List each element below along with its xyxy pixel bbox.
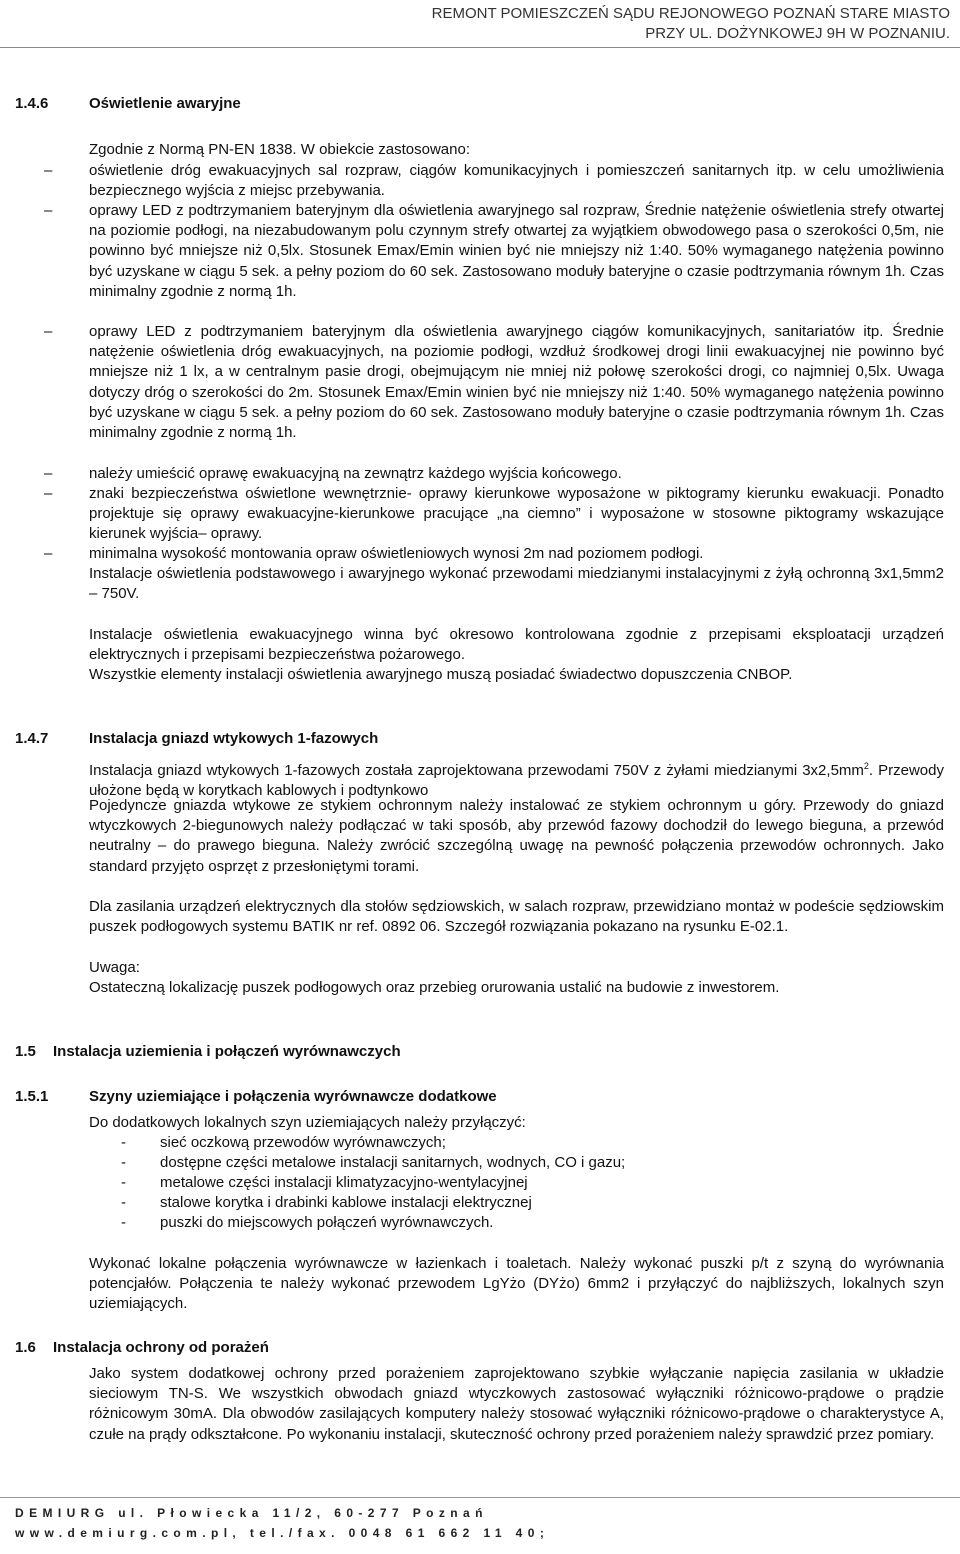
footer-divider <box>0 1497 960 1498</box>
section-number-1-5-1: 1.5.1 <box>15 1088 49 1105</box>
header-divider <box>0 47 960 48</box>
list-item-evac-routes: oświetlenie dróg ewakuacyjnych sal rozpraw, ciągów komunikacyjnych i pomieszczeń sanitarnych itp. w celu umożliwienia bezpiecznego wyjścia z miejsc przebywania. <box>89 162 944 200</box>
list-item-led-courtrooms: oprawy LED z podtrzymaniem bateryjnym dla oświetlenia awaryjnego sal rozpraw, Średnie natężenie oświetlenia strefy otwartej na poziomie podłogi, na niezabudowanym polu czynnym strefy otwartej za wyjątkiem obwodowego pasa o szerokości 0,5m, nie powinno być mniejsze niż 0,5lx. Stosunek Emax/Emin winien być nie mniejszy niż 1:40. 50% wymaganego natężenia powinno być uzyskane w ciągu 5 sek. a pełny poziom do 60 sek. Zastosowano moduły bateryjne o czasie podtrzymania równym 1h. Czas minimalny zgodnie z normą 1h. <box>89 202 944 300</box>
superscript-2: 2 <box>863 761 869 771</box>
section-number-1-6: 1.6 <box>15 1339 36 1356</box>
paragraph-socket-wiring: Pojedyncze gniazda wtykowe ze stykiem ochronnym należy instalować ze stykiem ochronnym u góry. Przewody do gniazd wtyczkowych 2-biegunowych należy podłączać w taki sposób, aby przewód fazowy dochodził do lewego bieguna, a przewód neutralny – do prawego bieguna. Należy zwrócić szczególną uwagę na pewność połączenia przewodów ochronnych. Jako standard przyjęto osprzęt z przesłoniętymi torami. <box>89 797 944 875</box>
header-line-2: PRZY UL. DOŻYNKOWEJ 9H W POZNANIU. <box>645 25 950 42</box>
bullet-marker: - <box>121 1174 126 1191</box>
intro-norm: Zgodnie z Normą PN-EN 1838. W obiekcie zastosowano: <box>89 141 471 158</box>
footer-address: DEMIURG ul. Płowiecka 11/2, 60-277 Poznań <box>15 1506 488 1520</box>
list-item-mount-height: minimalna wysokość montowania opraw oświetleniowych wynosi 2m nad poziomem podłogi. <box>89 545 704 562</box>
list-item: stalowe korytka i drabinki kablowe instalacji elektrycznej <box>160 1194 532 1211</box>
dash-marker: – <box>44 323 53 340</box>
footer-contact: www.demiurg.com.pl, tel./fax. 0048 61 662 11 40; <box>15 1526 550 1540</box>
note-text: Ostateczną lokalizację puszek podłogowych oraz przebieg orurowania ustalić na budowie z inwestorem. <box>89 979 780 996</box>
section-number-1-4-6: 1.4.6 <box>15 95 49 112</box>
section-number-1-4-7: 1.4.7 <box>15 730 49 747</box>
bullet-marker: - <box>121 1154 126 1171</box>
list-item-led-corridors: oprawy LED z podtrzymaniem bateryjnym dla oświetlenia awaryjnego ciągów komunikacyjnych, sanitariatów itp. Średnie natężenie oświetlenia dróg ewakuacyjnych, na poziomie podłogi, wzdłuż środkowej drogi linii ewakuacyjnej nie powinno być mniejsze niż 1 lx, a w centralnym pasie drogi, obejmującym nie mniej niż połowę szerokości drogi, co najmniej 0,5lx. Uwaga dotyczy dróg o szerokości do 2m. Stosunek Emax/Emin winien być nie mniejszy niż 1:40. 50% wymaganego natężenia powinno być uzyskane w ciągu 5 sek. a pełny poziom do 60 sek. Zastosowano moduły bateryjne o czasie podtrzymania równym 1h. Czas minimalny zgodnie z normą 1h. <box>89 323 944 442</box>
paragraph-judge-desks: Dla zasilania urządzeń elektrycznych dla stołów sędziowskich, w salach rozpraw, przewidziano montaż w podeście sędziowskim puszek podłogowych systemu BATIK nr ref. 0892 06. Szczegół rozwiązania pokazano na rysunku E-02.1. <box>89 898 944 936</box>
note-label: Uwaga: <box>89 959 140 976</box>
paragraph-inspection: Instalacje oświetlenia ewakuacyjnego winna być okresowo kontrolowana zgodnie z przepisami eksploatacji urządzeń elektrycznych i przepisami bezpieczeństwa pożarowego. <box>89 626 944 664</box>
header-line-1: REMONT POMIESZCZEŃ SĄDU REJONOWEGO POZNAŃ STARE MIASTO <box>431 5 950 22</box>
list-item: puszki do miejscowych połączeń wyrównawczych. <box>160 1214 494 1231</box>
section-number-1-5: 1.5 <box>15 1043 36 1060</box>
section-title-1-6: Instalacja ochrony od porażeń <box>53 1339 269 1356</box>
dash-marker: – <box>44 485 53 502</box>
list-item-safety-signs: znaki bezpieczeństwa oświetlone wewnętrznie- oprawy kierunkowe wyposażone w piktogramy kierunku ewakuacji. Ponadto projektuje się oprawy ewakuacyjne-kierunkowe pracujące „na ciemno” i wyposażone w stosowne piktogramy wskazujące kierunek wyjścia– oprawy. <box>89 485 944 543</box>
paragraph-wiring: Instalacje oświetlenia podstawowego i awaryjnego wykonać przewodami miedzianymi instalacyjnymi z żyłą ochronną 3x1,5mm2 – 750V. <box>89 565 944 603</box>
section-title-1-5: Instalacja uziemienia i połączeń wyrównawczych <box>53 1043 401 1060</box>
list-item: metalowe części instalacji klimatyzacyjno-wentylacyjnej <box>160 1174 528 1191</box>
section-title-1-4-6: Oświetlenie awaryjne <box>89 95 241 112</box>
bullet-marker: - <box>121 1134 126 1151</box>
bullet-marker: - <box>121 1214 126 1231</box>
dash-marker: – <box>44 202 53 219</box>
list-item: sieć oczkową przewodów wyrównawczych; <box>160 1134 446 1151</box>
bonding-intro: Do dodatkowych lokalnych szyn uziemiających należy przyłączyć: <box>89 1114 526 1131</box>
page-header <box>150 4 950 44</box>
paragraph-shock-protection: Jako system dodatkowej ochrony przed porażeniem zaprojektowano szybkie wyłączanie napięcia zasilania w układzie sieciowym TN-S. We wszystkich obwodach gniazd wtyczkowych zastosować wyłączniki różnicowo-prądowe o prądzie różnicowym 30mA. Dla obwodów zasilających komputery należy stosować wyłączniki różnicowo-prądowe o charakterystyce A, czułe na prądy odkształcone. Po wykonaniu instalacji, skuteczność ochrony przed porażeniem należy sprawdzić przez pomiary. <box>89 1365 944 1443</box>
list-item: dostępne części metalowe instalacji sanitarnych, wodnych, CO i gazu; <box>160 1154 626 1171</box>
list-item-exit-luminaire: należy umieścić oprawę ewakuacyjną na zewnątrz każdego wyjścia końcowego. <box>89 465 622 482</box>
dash-marker: – <box>44 162 53 179</box>
dash-marker: – <box>44 545 53 562</box>
paragraph-sockets-cables: Instalacja gniazd wtykowych 1-fazowych została zaprojektowana przewodami 750V z żyłami miedzianymi $3x2,5mm^2$. Przewody ułożone będą w korytkach kablowych i podtynkowo <box>89 761 944 800</box>
dash-marker: – <box>44 465 53 482</box>
paragraph-cnbop: Wszystkie elementy instalacji oświetlenia awaryjnego muszą posiadać świadectwo dopuszczenia CNBOP. <box>89 666 793 683</box>
section-title-1-4-7: Instalacja gniazd wtykowych 1-fazowych <box>89 730 379 747</box>
section-title-1-5-1: Szyny uziemiające i połączenia wyrównawcze dodatkowe <box>89 1088 497 1105</box>
bullet-marker: - <box>121 1194 126 1211</box>
paragraph-bonding: Wykonać lokalne połączenia wyrównawcze w łazienkach i toaletach. Należy wykonać puszki p/t z szyną do wyrównania potencjałów. Połączenia te należy wykonać przewodem LgYżo (DYżo) 6mm2 i przyłączyć do najbliższych, lokalnych szyn uziemiających. <box>89 1255 944 1313</box>
